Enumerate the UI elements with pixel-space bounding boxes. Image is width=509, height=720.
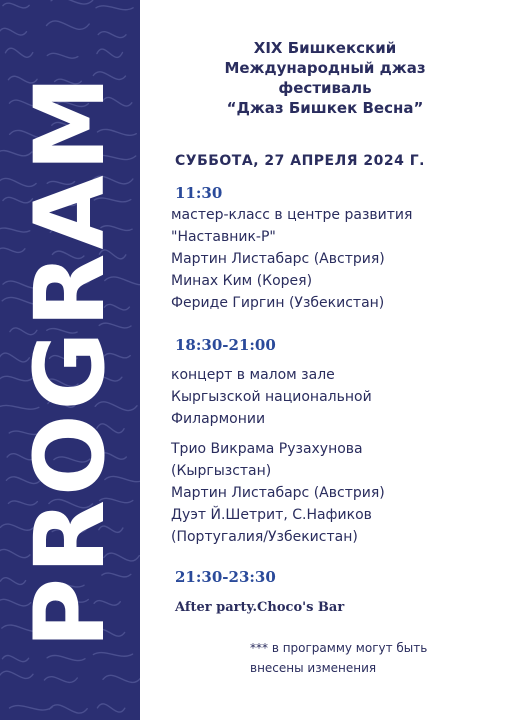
festival-title xyxy=(160,38,490,118)
festival-title-line: Международный джаз xyxy=(224,59,426,77)
event-line: концерт в малом зале xyxy=(171,367,335,383)
event-line: Фериде Гиргин (Узбекистан) xyxy=(171,295,385,311)
event-line: Дуэт Й.Шетрит, С.Нафиков xyxy=(171,507,372,523)
event-time-2: 18:30-21:00 xyxy=(175,336,276,354)
festival-title-line: XIX Бишкекский xyxy=(253,39,397,57)
event-line: "Наставник-Р" xyxy=(171,229,276,245)
note-line: *** в программу могут быть xyxy=(250,641,428,655)
event-line: мастер-класс в центре развития xyxy=(171,207,413,223)
event-1-details xyxy=(171,204,412,314)
program-change-note xyxy=(250,638,490,678)
event-line: Мартин Листабарс (Австрия) xyxy=(171,251,385,267)
event-line: Филармонии xyxy=(171,411,266,427)
event-line: Кыргызской национальной xyxy=(171,389,372,405)
festival-title-line: фестиваль xyxy=(278,79,372,97)
event-line: Трио Викрама Рузахунова xyxy=(171,441,363,457)
event-time-1: 11:30 xyxy=(175,184,223,202)
event-3-description: After party.Choco's Bar xyxy=(175,600,345,615)
event-line: (Кыргызстан) xyxy=(171,463,272,479)
event-2-venue xyxy=(171,364,372,430)
festival-title-line: “Джаз Бишкек Весна” xyxy=(226,99,424,117)
event-2-performers xyxy=(171,438,385,548)
event-date: СУББОТА, 27 АПРЕЛЯ 2024 Г. xyxy=(175,153,425,169)
event-line: Минах Ким (Корея) xyxy=(171,273,313,289)
event-time-3: 21:30-23:30 xyxy=(175,568,276,586)
event-line: Мартин Листабарс (Австрия) xyxy=(171,485,385,501)
event-line: (Португалия/Узбекистан) xyxy=(171,529,358,545)
note-line: внесены изменения xyxy=(250,661,377,675)
program-vertical-title: PROGRAM xyxy=(14,71,126,649)
